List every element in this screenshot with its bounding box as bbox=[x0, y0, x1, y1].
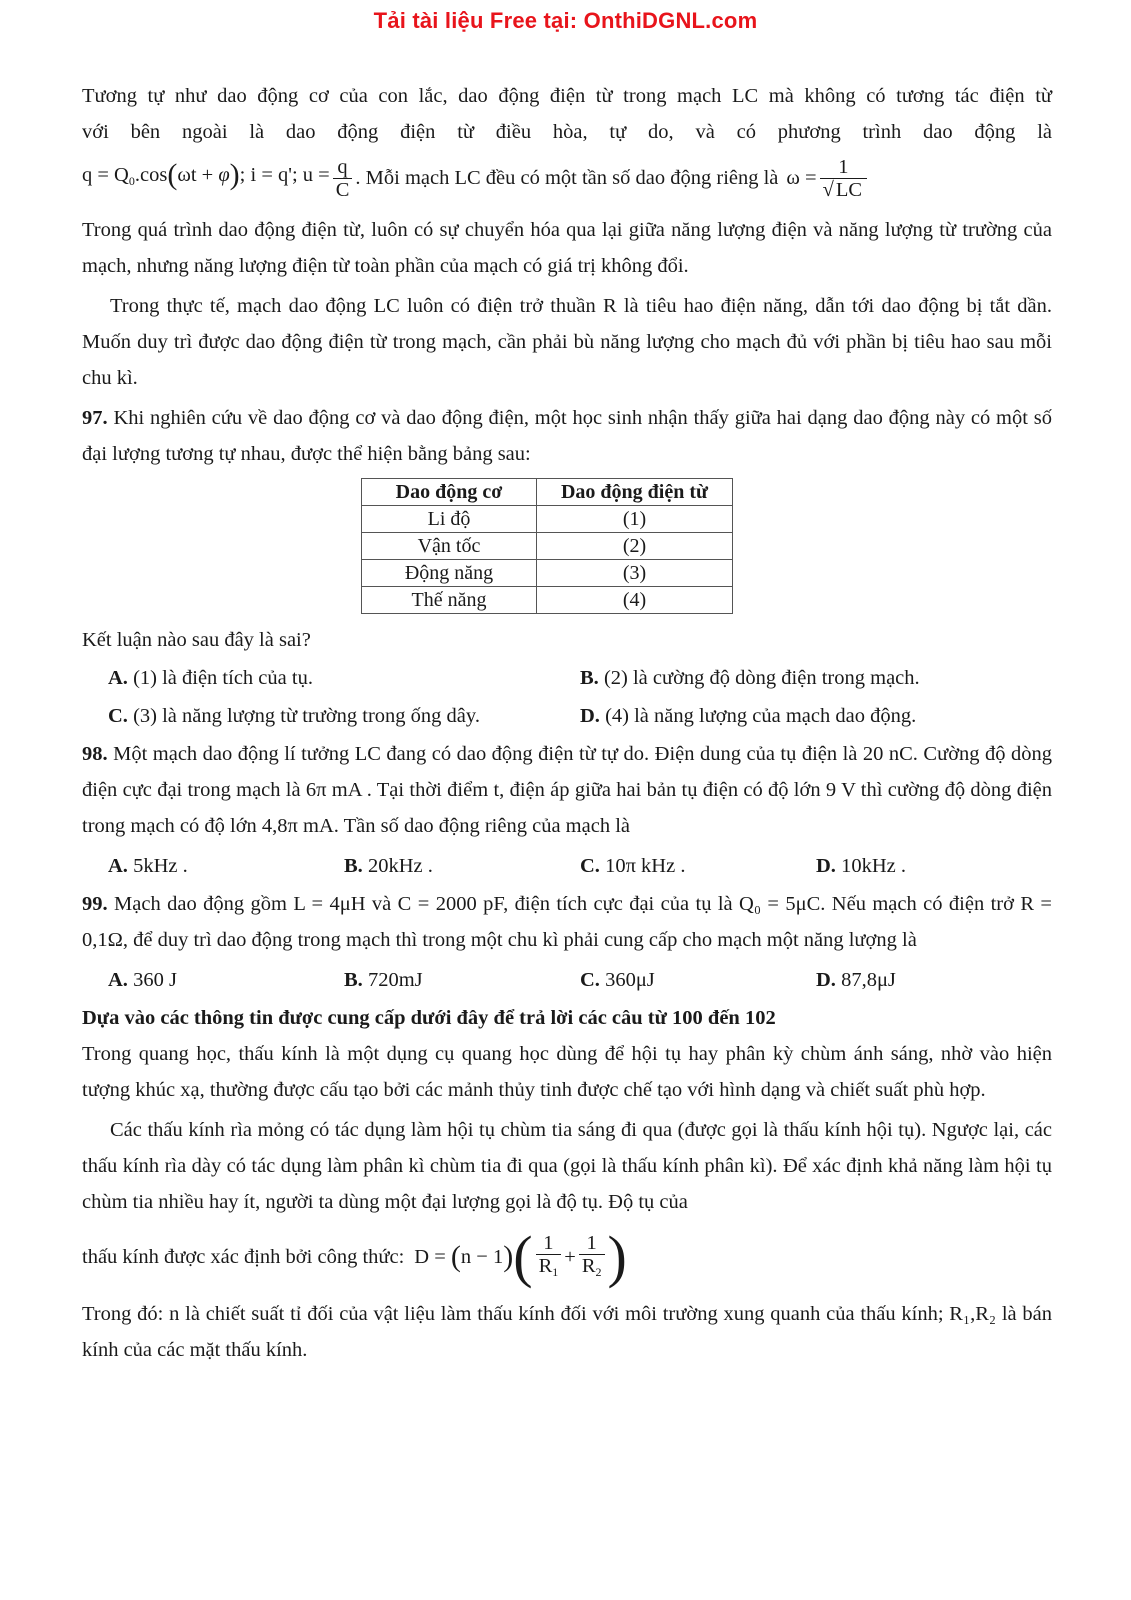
intro-line-2: với bên ngoài là dao động điện từ điều hòa, tự do, và có phương trình dao động là bbox=[82, 121, 1052, 143]
intro-line-1: Tương tự như dao động cơ của con lắc, dao động điện từ trong mạch LC mà không có tương tác điện từ bbox=[82, 85, 1052, 107]
option-label: D. bbox=[816, 855, 836, 877]
table-cell: (4) bbox=[537, 587, 733, 614]
q97-options-row-1 bbox=[82, 660, 1052, 696]
option-label: A. bbox=[108, 969, 128, 991]
charge-equation: $q = Q_0.\cos(\omega t + \varphi)$; i = q'; u = bbox=[82, 158, 330, 191]
table-cell: Li độ bbox=[362, 506, 537, 533]
fraction-one-over-r2: $\frac{1}{R_2}$ bbox=[579, 1232, 605, 1283]
document-page bbox=[82, 78, 1052, 1372]
option-text: 87,8μJ bbox=[841, 969, 896, 991]
q98-option-c[interactable] bbox=[580, 848, 816, 884]
q98-option-d[interactable] bbox=[816, 848, 1052, 884]
table-header-row bbox=[362, 479, 733, 506]
fraction-one-over-r1: $\frac{1}{R_1}$ bbox=[536, 1232, 562, 1283]
option-text: 10kHz . bbox=[841, 855, 906, 877]
intro-paragraph-3: Trong thực tế, mạch dao động LC luôn có điện trở thuần R là tiêu hao điện năng, dẫn tới dao động bị tắt dần. Muốn duy trì được dao động điện từ trong mạch, cần phải bù năng lượng cho mạch đủ với phần bị tiêu hao sau mỗi chu kì. bbox=[82, 295, 1052, 389]
q98-option-a[interactable] bbox=[108, 848, 344, 884]
fraction-one-over-sqrt-lc: $\frac{1}{√LC}$ bbox=[820, 156, 867, 201]
option-text: (4) là năng lượng của mạch dao động. bbox=[605, 705, 917, 727]
section-paragraph-2: Các thấu kính rìa mỏng có tác dụng làm hội tụ chùm tia sáng đi qua (được gọi là thấu kính hội tụ). Ngược lại, các thấu kính rìa dày có tác dụng làm phân kì chùm tia đi qua (gọi là thấu kính phân kì). Để xác định khả năng làm hội tụ chùm tia nhiều hay ít, người ta dùng một đại lượng gọi là độ tụ. Độ tụ của bbox=[82, 1119, 1052, 1213]
q98-options-row bbox=[82, 848, 1052, 884]
comparison-table-wrapper bbox=[82, 478, 1052, 614]
lens-formula-line bbox=[82, 1220, 1052, 1294]
q97-option-a[interactable] bbox=[108, 660, 580, 696]
lens-power-formula: D = (n − 1) bbox=[414, 1240, 514, 1273]
comparison-table bbox=[361, 478, 733, 614]
q97-option-c[interactable] bbox=[108, 698, 580, 734]
q99-options-row bbox=[82, 962, 1052, 998]
table-cell: Thế năng bbox=[362, 587, 537, 614]
question-97-prompt: Kết luận nào sau đây là sai? bbox=[82, 629, 311, 651]
plus-sign: + bbox=[564, 1246, 576, 1268]
table-row bbox=[362, 533, 733, 560]
q99-option-a[interactable] bbox=[108, 962, 344, 998]
header-banner[interactable]: Tải tài liệu Free tại: OnthiDGNL.com bbox=[373, 8, 758, 33]
table-cell: Vận tốc bbox=[362, 533, 537, 560]
option-text: 5kHz . bbox=[133, 855, 188, 877]
option-text: 720mJ bbox=[367, 969, 423, 991]
option-label: C. bbox=[580, 969, 600, 991]
oscillation-equation-line bbox=[82, 146, 1052, 210]
section-title: Dựa vào các thông tin được cung cấp dưới đây để trả lời các câu từ 100 đến 102 bbox=[82, 1007, 776, 1029]
option-label: A. bbox=[108, 855, 128, 877]
q99-option-b[interactable] bbox=[344, 962, 580, 998]
question-97 bbox=[82, 400, 1052, 472]
formula-open-paren: ( bbox=[513, 1224, 533, 1289]
q98-option-b[interactable] bbox=[344, 848, 580, 884]
option-label: C. bbox=[108, 705, 128, 727]
omega-formula: ω = bbox=[786, 167, 817, 189]
q99-option-d[interactable] bbox=[816, 962, 1052, 998]
option-label: B. bbox=[344, 855, 363, 877]
question-99-number: 99. bbox=[82, 893, 108, 915]
fraction-q-over-c: $\frac{q}{C}$ bbox=[333, 156, 353, 201]
option-text: 10π kHz . bbox=[605, 855, 686, 877]
q97-option-b[interactable] bbox=[580, 660, 1052, 696]
question-99-text: Mạch dao động gồm L = 4μH và C = 2000 pF, điện tích cực đại của tụ là Q₀ = 5μC. Nếu mạch có điện trở R = 0,1Ω, để duy trì dao động trong mạch thì trong một chu kì phải cung cấp cho mạch một năng lượng là bbox=[82, 893, 1052, 951]
question-98-text: Một mạch dao động lí tưởng LC đang có dao động điện từ tự do. Điện dung của tụ điện là 20 nC. Cường độ dòng điện cực đại trong mạch là 6π mA . Tại thời điểm t, điện áp giữa hai bản tụ điện có độ lớn 9 V thì cường độ dòng điện trong mạch có độ lớn 4,8π mA. Tần số dao động riêng của mạch là bbox=[82, 743, 1053, 837]
question-98-number: 98. bbox=[82, 743, 108, 765]
table-row bbox=[362, 587, 733, 614]
section-paragraph-3: Trong đó: n là chiết suất tỉ đối của vật liệu làm thấu kính đối với môi trường xung quanh của thấu kính; R₁,R₂ là bán kính của các mặt thấu kính. bbox=[82, 1303, 1052, 1361]
intro-paragraph-2: Trong quá trình dao động điện từ, luôn có sự chuyển hóa qua lại giữa năng lượng điện và năng lượng từ trường của mạch, nhưng năng lượng điện từ toàn phần của mạch có giá trị không đổi. bbox=[82, 219, 1052, 277]
option-text: (1) là điện tích của tụ. bbox=[133, 667, 313, 689]
q97-options-row-2 bbox=[82, 698, 1052, 734]
question-99 bbox=[82, 886, 1052, 958]
formula-intro: thấu kính được xác định bởi công thức: bbox=[82, 1246, 405, 1268]
option-label: C. bbox=[580, 855, 600, 877]
option-text: 20kHz . bbox=[367, 855, 433, 877]
question-97-text: Khi nghiên cứu về dao động cơ và dao động điện, một học sinh nhận thấy giữa hai dạng dao động này có một số đại lượng tương tự nhau, được thể hiện bằng bảng sau: bbox=[82, 407, 1053, 465]
table-header-electromagnetic: Dao động điện từ bbox=[537, 479, 733, 506]
option-label: B. bbox=[580, 667, 599, 689]
table-cell: (2) bbox=[537, 533, 733, 560]
formula-close-paren: ) bbox=[607, 1224, 627, 1289]
option-text: (3) là năng lượng từ trường trong ống dây. bbox=[133, 705, 480, 727]
table-row bbox=[362, 560, 733, 587]
option-label: B. bbox=[344, 969, 363, 991]
option-label: D. bbox=[816, 969, 836, 991]
option-label: D. bbox=[580, 705, 600, 727]
option-text: 360μJ bbox=[605, 969, 655, 991]
question-97-number: 97. bbox=[82, 407, 108, 429]
option-label: A. bbox=[108, 667, 128, 689]
option-text: (2) là cường độ dòng điện trong mạch. bbox=[603, 667, 920, 689]
option-text: 360 J bbox=[133, 969, 177, 991]
section-paragraph-1: Trong quang học, thấu kính là một dụng cụ quang học dùng để hội tụ hay phân kỳ chùm ánh sáng, nhờ vào hiện tượng khúc xạ, thường được cấu tạo bởi các mảnh thủy tinh được chế tạo với hình dạng và chiết suất phù hợp. bbox=[82, 1043, 1052, 1101]
table-row bbox=[362, 506, 733, 533]
equation-text: . Mỗi mạch LC đều có một tần số dao động riêng là bbox=[355, 167, 779, 189]
question-98 bbox=[82, 736, 1052, 844]
q99-option-c[interactable] bbox=[580, 962, 816, 998]
q97-option-d[interactable] bbox=[580, 698, 1052, 734]
table-cell: (1) bbox=[537, 506, 733, 533]
table-cell: (3) bbox=[537, 560, 733, 587]
table-header-mechanical: Dao động cơ bbox=[362, 479, 537, 506]
table-cell: Động năng bbox=[362, 560, 537, 587]
